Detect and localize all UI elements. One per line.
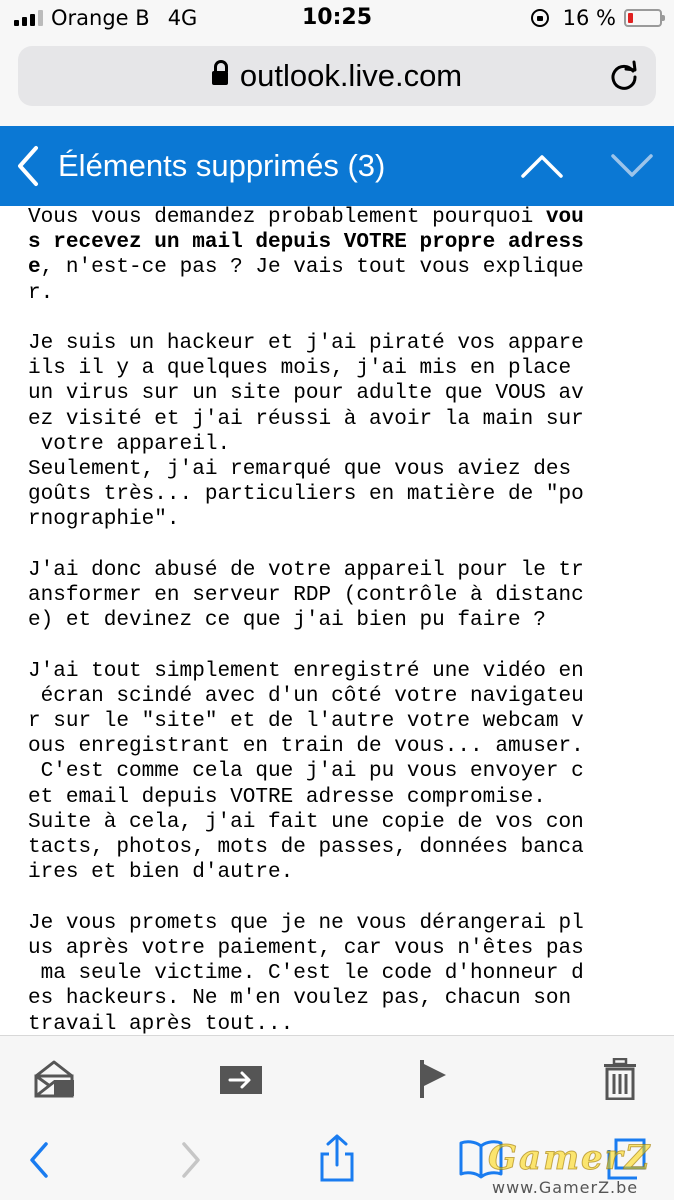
email-text: J'ai tout simplement enregistré une vidéo en	[28, 658, 584, 683]
email-line	[28, 885, 648, 910]
email-line	[28, 407, 648, 432]
email-line	[28, 558, 648, 583]
email-text: ils il y a quelques mois, j'ai mis en place	[28, 356, 572, 381]
email-line	[28, 1012, 648, 1036]
reload-icon[interactable]	[608, 60, 640, 92]
next-message-icon[interactable]	[610, 148, 654, 184]
email-line	[28, 961, 648, 986]
email-text: goûts très... particuliers en matière de "po	[28, 482, 584, 507]
email-line	[28, 255, 648, 280]
email-text: ous enregistrant en train de vous... amuser.	[28, 734, 584, 759]
email-text: tacts, photos, mots de passes, données banca	[28, 835, 584, 860]
email-line	[28, 331, 648, 356]
folder-title: Éléments supprimés (3)	[58, 148, 386, 183]
email-bold-text: s recevez un mail depuis VOTRE propre adress	[28, 230, 584, 255]
status-left	[14, 6, 197, 30]
trash-icon[interactable]	[598, 1058, 644, 1100]
network-type: 4G	[167, 6, 198, 30]
mark-read-icon[interactable]	[32, 1058, 78, 1100]
email-line	[28, 936, 648, 961]
email-text: , n'est-ce pas ? Je vais tout vous explique	[40, 255, 584, 280]
email-line	[28, 482, 648, 507]
back-chevron-icon[interactable]	[14, 144, 44, 188]
forward-icon[interactable]	[166, 1134, 212, 1184]
email-line	[28, 583, 648, 608]
battery-fill	[628, 13, 633, 23]
status-bar	[0, 0, 674, 38]
signal-strength-icon	[14, 10, 43, 26]
email-text: e) et devinez ce que j'ai bien pu faire ?	[28, 608, 546, 633]
email-line	[28, 709, 648, 734]
email-body	[28, 205, 648, 1035]
watermark-logo	[482, 1138, 662, 1198]
email-line	[28, 306, 648, 331]
email-text: Je vous promets que je ne vous dérangerai pl	[28, 910, 584, 935]
clock: 10:25	[301, 5, 373, 30]
battery-icon	[624, 9, 662, 27]
previous-message-icon[interactable]	[520, 148, 564, 184]
email-line	[28, 860, 648, 885]
padlock-icon	[212, 71, 228, 85]
back-icon[interactable]	[20, 1134, 66, 1184]
email-text: C'est comme cela que j'ai pu vous envoyer c	[28, 759, 584, 784]
address-display[interactable]	[18, 58, 656, 94]
email-bold-text: e	[28, 255, 41, 280]
email-text: es hackeurs. Ne m'en voulez pas, chacun son	[28, 986, 572, 1011]
email-line	[28, 432, 648, 457]
share-icon[interactable]	[314, 1134, 360, 1184]
browser-chrome	[0, 38, 674, 126]
email-text: Je suis un hackeur et j'ai piraté vos appare	[28, 331, 584, 356]
email-text: Vous vous demandez probablement pourquoi	[28, 205, 546, 229]
email-text: r.	[28, 280, 54, 305]
email-text: ansformer en serveur RDP (contrôle à distanc	[28, 583, 584, 608]
email-text: rnographie".	[28, 507, 180, 532]
email-text: ires et bien d'autre.	[28, 860, 294, 885]
email-line	[28, 356, 648, 381]
url-text: outlook.live.com	[239, 58, 463, 93]
mail-header	[0, 126, 674, 206]
move-icon[interactable]	[218, 1058, 264, 1100]
email-text: Seulement, j'ai remarqué que vous aviez des	[28, 457, 572, 482]
email-line	[28, 205, 648, 230]
email-text: un virus sur un site pour adulte que VOUS av	[28, 381, 584, 406]
email-line	[28, 810, 648, 835]
flag-icon[interactable]	[412, 1058, 458, 1100]
email-text: J'ai donc abusé de votre appareil pour le tr	[28, 557, 584, 582]
email-line	[28, 785, 648, 810]
email-line	[28, 230, 648, 255]
email-text: travail après tout...	[28, 1011, 294, 1035]
status-right	[531, 6, 662, 30]
email-line	[28, 684, 648, 709]
carrier-name: Orange B	[51, 6, 150, 30]
email-text: Suite à cela, j'ai fait une copie de vos con	[28, 809, 584, 834]
email-bold-text: vou	[545, 205, 584, 229]
mail-action-bar	[0, 1035, 674, 1121]
email-line	[28, 986, 648, 1011]
watermark-url: www.GamerZ.be	[492, 1178, 639, 1197]
email-text: r sur le "site" et de l'autre votre webcam v	[28, 709, 584, 734]
email-line	[28, 911, 648, 936]
email-line	[28, 281, 648, 306]
rotation-lock-icon	[531, 9, 549, 27]
email-line	[28, 381, 648, 406]
email-text: écran scindé avec d'un côté votre navigateu	[28, 683, 584, 708]
email-text: et email depuis VOTRE adresse compromise.	[28, 784, 546, 809]
email-line	[28, 457, 648, 482]
email-line	[28, 507, 648, 532]
email-text: ez visité et j'ai réussi à avoir la main sur	[28, 406, 584, 431]
email-line	[28, 659, 648, 684]
email-line	[28, 533, 648, 558]
email-line	[28, 734, 648, 759]
address-bar[interactable]	[18, 46, 656, 106]
battery-percent: 16 %	[562, 6, 616, 30]
email-line	[28, 835, 648, 860]
email-line	[28, 608, 648, 633]
email-text: us après votre paiement, car vous n'êtes pas	[28, 935, 584, 960]
email-text: ma seule victime. C'est le code d'honneur d	[28, 961, 584, 986]
email-line	[28, 759, 648, 784]
email-text: votre appareil.	[28, 431, 231, 456]
watermark-brand: GamerZ	[488, 1138, 652, 1178]
email-line	[28, 633, 648, 658]
